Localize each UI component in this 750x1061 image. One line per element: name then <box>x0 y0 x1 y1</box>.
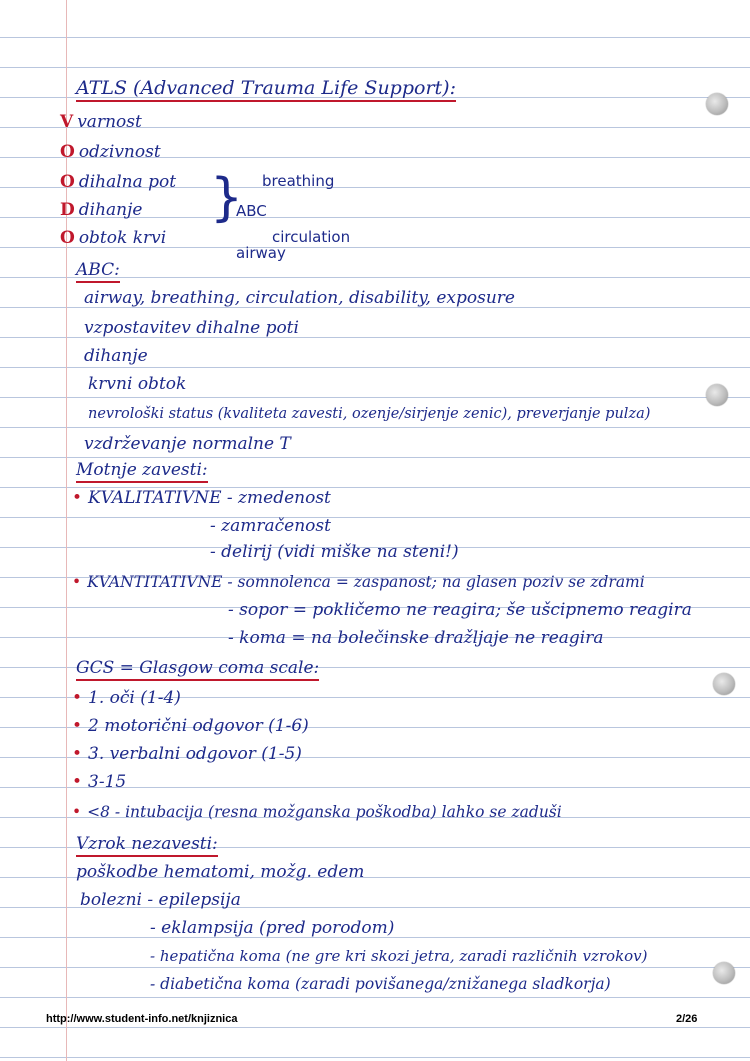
punch-hole <box>713 673 735 695</box>
gcs-item <box>72 716 309 736</box>
side-note-airway: airway <box>236 244 286 262</box>
abc-heading <box>76 260 120 280</box>
abc-line: dihanje <box>84 346 148 366</box>
vzrok-heading-text: Vzrok nezavesti: <box>76 834 218 857</box>
bullet-icon: • <box>72 803 82 821</box>
kvant-line <box>72 572 645 592</box>
atls-heading <box>76 78 456 98</box>
vzrok-line: - eklampsija (pred porodom) <box>150 918 395 938</box>
gcs-item-text: 3. verbalni odgovor (1-5) <box>88 744 302 764</box>
punch-hole <box>706 384 728 406</box>
punch-hole <box>713 962 735 984</box>
punch-hole <box>706 93 728 115</box>
priority-text: dihalna pot <box>78 172 177 192</box>
vzrok-line: bolezni - epilepsija <box>80 890 241 910</box>
kvant-line: - koma = na bolečinske dražljaje ne reagira <box>228 628 604 648</box>
priority-item <box>60 228 166 248</box>
priority-mark: O <box>60 142 75 162</box>
bullet-icon: • <box>72 744 83 764</box>
kval-text: KVALITATIVNE - zmedenost <box>88 488 331 508</box>
bullet-icon: • <box>72 772 83 792</box>
vzrok-heading <box>76 834 218 854</box>
priority-mark: V <box>60 112 74 132</box>
abc-line: vzdrževanje normalne T <box>84 434 291 454</box>
kvant-line: - sopor = pokličemo ne reagira; še ušcipnemo reagira <box>228 600 692 620</box>
atls-title: ATLS (Advanced Trauma Life Support): <box>76 77 456 102</box>
gcs-item-text: 1. oči (1-4) <box>88 688 181 708</box>
gcs-item-text: 2 motorični odgovor (1-6) <box>88 716 309 736</box>
priority-item <box>60 112 142 132</box>
priority-text: varnost <box>77 112 142 132</box>
footer-url[interactable]: http://www.student-info.net/knjiznica <box>46 1013 238 1025</box>
abc-line: airway, breathing, circulation, disability, exposure <box>84 288 515 308</box>
kval-line: - delirij (vidi miške na steni!) <box>210 542 459 562</box>
priority-text: dihanje <box>78 200 143 220</box>
kvant-text: KVANTITATIVNE - somnolenca = zaspanost; na glasen poziv se zdrami <box>87 573 645 591</box>
priority-mark: O <box>60 228 75 248</box>
gcs-item <box>72 772 126 792</box>
abc-line: krvni obtok <box>88 374 187 394</box>
vzrok-line: - hepatična koma (ne gre kri skozi jetra, zaradi različnih vzrokov) <box>150 947 648 965</box>
priority-item <box>60 142 161 162</box>
gcs-item <box>72 688 181 708</box>
motnje-heading <box>76 460 208 480</box>
bullet-icon: • <box>72 716 83 736</box>
bullet-icon: • <box>72 688 83 708</box>
abc-heading-text: ABC: <box>76 260 120 283</box>
gcs-item-text: 3-15 <box>88 772 127 792</box>
gcs-heading <box>76 658 319 678</box>
vzrok-line: - diabetična koma (zaradi povišanega/znižanega sladkorja) <box>150 975 611 993</box>
priority-item <box>60 200 142 220</box>
page-number: 2/26 <box>676 1013 698 1025</box>
side-note-breathing: breathing <box>262 172 335 190</box>
side-note-abc: ABC <box>236 202 267 220</box>
gcs-heading-text: GCS = Glasgow coma scale: <box>76 658 319 681</box>
bullet-icon: • <box>72 488 83 508</box>
priority-mark: D <box>60 200 75 220</box>
abc-line: vzpostavitev dihalne poti <box>84 318 299 338</box>
gcs-item <box>72 802 562 822</box>
gcs-item <box>72 744 302 764</box>
kval-line <box>72 488 331 508</box>
priority-text: obtok krvi <box>78 228 167 248</box>
priority-mark: O <box>60 172 75 192</box>
abc-line: nevrološki status (kvaliteta zavesti, ozenje/sirjenje zenic), preverjanje pulza) <box>88 406 651 422</box>
brace-icon: } <box>210 168 244 228</box>
priority-item <box>60 172 176 192</box>
kval-line: - zamračenost <box>210 516 331 536</box>
bullet-icon: • <box>72 573 82 591</box>
vzrok-line: poškodbe hematomi, možg. edem <box>76 862 365 882</box>
priority-text: odzivnost <box>78 142 161 162</box>
motnje-heading-text: Motnje zavesti: <box>76 460 208 483</box>
side-note-circulation: circulation <box>272 228 351 246</box>
gcs-item-text: <8 - intubacija (resna možganska poškodba) lahko se zaduši <box>87 803 562 821</box>
